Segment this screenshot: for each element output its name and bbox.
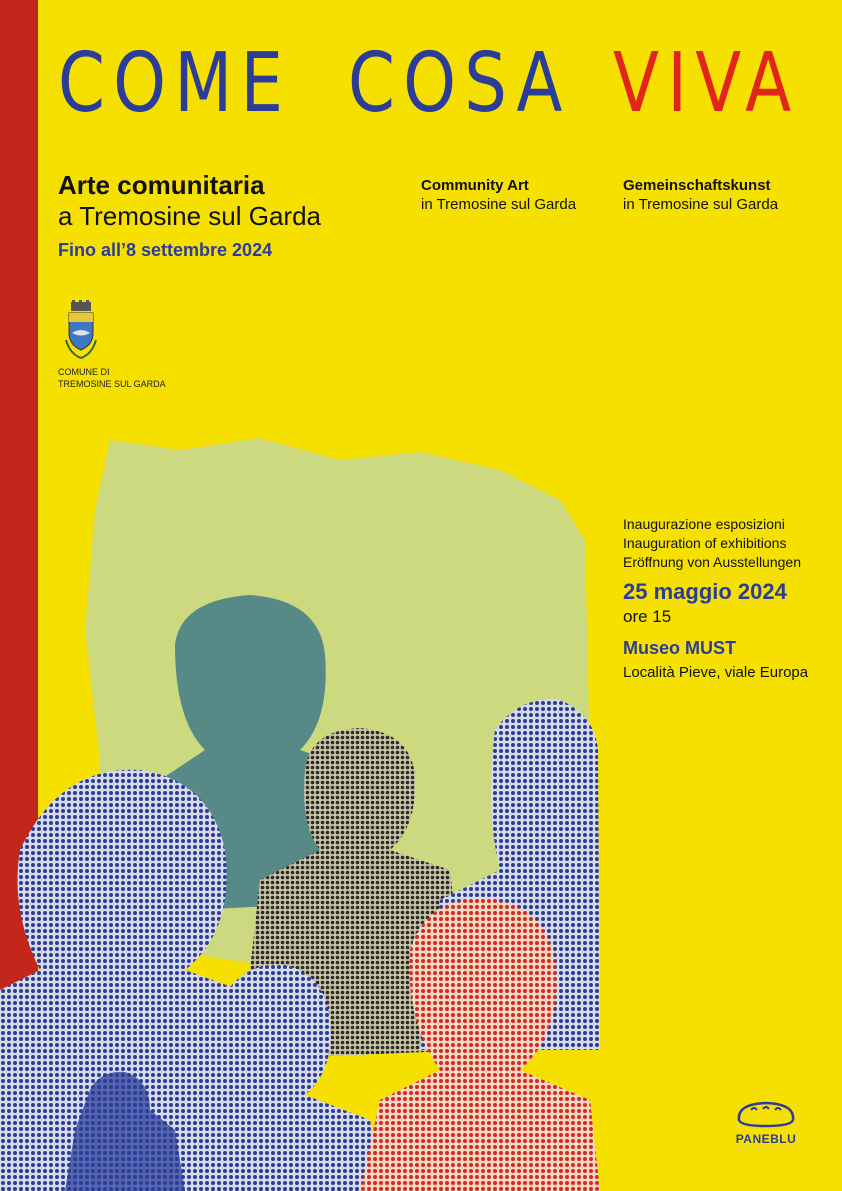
subtitle-german xyxy=(623,176,778,214)
title-word-cosa: COSA xyxy=(348,36,571,131)
portrait-collage xyxy=(0,430,600,1191)
inauguration-date: 25 maggio 2024 xyxy=(623,579,787,604)
paneblu-logo xyxy=(735,1098,825,1156)
subtitle-it-line1: Arte comunitaria xyxy=(58,170,265,200)
title-word-come: COME xyxy=(58,36,292,131)
coat-of-arms-icon xyxy=(58,300,104,362)
venue-address: Località Pieve, viale Europa xyxy=(623,664,809,681)
inauguration-en: Inauguration of exhibitions xyxy=(623,535,787,551)
paneblu-name: PANEBLU xyxy=(735,1132,797,1146)
inauguration-de: Eröffnung von Ausstellungen xyxy=(623,554,801,570)
subtitle-de-line2: in Tremosine sul Garda xyxy=(623,196,779,213)
subtitle-en-line1: Community Art xyxy=(421,177,529,194)
comune-line1: COMUNE DI xyxy=(58,367,110,377)
comune-line2: TREMOSINE SUL GARDA xyxy=(58,379,166,389)
comune-label xyxy=(58,366,166,390)
title-word-viva: VIVA xyxy=(613,36,800,131)
bread-loaf-icon xyxy=(735,1098,797,1130)
inauguration-info xyxy=(623,515,808,684)
inauguration-time: ore 15 xyxy=(623,607,672,626)
venue-name: Museo MUST xyxy=(623,638,737,658)
exhibition-end-date: Fino all’8 settembre 2024 xyxy=(58,240,273,260)
subtitle-english xyxy=(421,176,576,214)
subtitle-italian xyxy=(58,170,321,261)
inauguration-it: Inaugurazione esposizioni xyxy=(623,516,785,532)
subtitle-it-line2: a Tremosine sul Garda xyxy=(58,201,322,231)
subtitle-en-line2: in Tremosine sul Garda xyxy=(421,196,577,213)
subtitle-de-line1: Gemeinschaftskunst xyxy=(623,177,771,194)
poster-title xyxy=(58,34,828,134)
